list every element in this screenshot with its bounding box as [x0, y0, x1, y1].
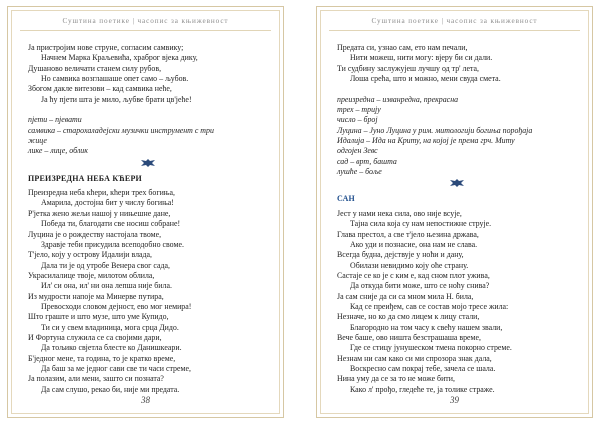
- head-rule: [329, 30, 580, 31]
- verse-line: Састаје се ко је с ким е, кад сном плот уживa,: [337, 270, 490, 280]
- glossary-note: жице: [28, 136, 47, 146]
- verse-line: Предата си, узнао сам, ето нам печали,: [337, 43, 468, 52]
- glossary-note: преизредна – изванредна, прекрасна: [337, 94, 459, 104]
- verse-line: Б'једног мене, та година, то је кратко време,: [28, 353, 176, 363]
- verse-line: Обилази невидимо коју оће страну.: [350, 260, 469, 270]
- glossary-note: трех – трију: [337, 105, 381, 115]
- glossary-note: Идалија – Ида на Криту, на којој је према грч. Миту: [337, 136, 515, 146]
- verse-line: Превосходи словом дејност, ево мог немира!: [41, 301, 192, 311]
- ornament-fleuron-icon: [28, 157, 267, 172]
- glossary-note: Луцина – Јуно Луцина у рим. митологији богиња порођаја: [337, 125, 533, 135]
- verse-line: Ја полазим, али мени, зашто си познатa?: [28, 374, 164, 384]
- left-page: [7, 6, 284, 418]
- right-page: [316, 6, 593, 418]
- verse-line: Где се стицу јунушеском тмена покорно стреме.: [350, 343, 512, 353]
- poem-title: САН: [337, 194, 355, 204]
- glossary-note: сад – врт, башта: [337, 156, 397, 166]
- verse-line: Нити можеш, нити могу: вјеру би си дали.: [350, 53, 493, 63]
- poem-stanza: [337, 43, 576, 84]
- running-head: Суштина поетике | часопис за књижевност: [371, 17, 538, 25]
- verse-line: Нина уму да се за то не може бити,: [337, 374, 455, 384]
- verse-line: Тајна сила која су нам непостижне струје.: [350, 219, 492, 229]
- verse-line: Ја сам сније да си са мном мила Н. била,: [337, 291, 474, 301]
- glossary-notes: [337, 95, 576, 178]
- verse-line: Дала ти је од утробе Венера свог сада,: [41, 260, 170, 270]
- page-number: 38: [141, 395, 150, 405]
- verse-line: Ја ћу пјети шта је мило, љубве брати цв'јеће!: [41, 94, 192, 104]
- verse-line: Р'јетка жено жељи нашој у нињешне дане,: [28, 208, 171, 218]
- verse-line: И Фортуна служила се са својими дари,: [28, 332, 162, 342]
- poem-body: [337, 209, 576, 395]
- verse-line: Но самвика возглашаше опет само – љубов.: [41, 74, 189, 84]
- verse-line: Вече баше, ово ништа безстрашаша време,: [337, 332, 482, 342]
- verse-line: Да откуда бити може, што се ноћу снива?: [350, 281, 490, 291]
- verse-line: Ти си у свем владиница, мога срца Дидо.: [41, 322, 179, 332]
- page-content: [337, 43, 576, 395]
- verse-line: Јест у нами нека сила, ово није всује,: [337, 208, 462, 218]
- verse-line: Да сам слушо, рекао би, није ми предата.: [41, 384, 180, 394]
- verse-line: Здравје теби присудила всеподобно своме.: [41, 239, 184, 249]
- poem-stanza: [28, 43, 267, 105]
- verse-line: Благородно на том часу к свећу нашем звали,: [350, 322, 503, 332]
- page-content: [28, 43, 267, 395]
- verse-line: Преизредна неба кћери, кћери трех богиња,: [28, 188, 175, 198]
- glossary-note: самвика – старохаладејски музички инструмент с три: [28, 125, 214, 135]
- verse-line: Незначе, но ко да смо лицем к лицу стали,: [337, 312, 480, 322]
- verse-line: Да тољико свјетла блесте ко Данишкеари.: [41, 343, 182, 353]
- running-head: Суштина поетике | часопис за књижевност: [62, 17, 229, 25]
- verse-line: Ја пристројим нове струне, согласим самвику;: [28, 43, 184, 52]
- verse-line: Глава престол, а све т'јело њезина држава,: [337, 229, 479, 239]
- glossary-note: лике – лице, облик: [28, 146, 88, 156]
- verse-line: Начнем Марка Краљевића, храброг вјека дику,: [41, 53, 198, 63]
- verse-line: Ил' си она, ил' ни она лепша није била.: [41, 281, 172, 291]
- verse-line: Да баш за ме једног сави све ти часи стреме,: [41, 363, 191, 373]
- verse-line: Т'јело, коју у острову Идалији влада,: [28, 250, 153, 260]
- glossary-notes: [28, 115, 267, 156]
- verse-line: Амарила, достојна бит у числу богиња!: [41, 198, 174, 208]
- glossary-note: лушће – боље: [337, 167, 382, 177]
- verse-line: Из мудрости напоје ма Минерве путира,: [28, 291, 164, 301]
- verse-line: Како л' прођо, гледеће те, ја толике страже.: [350, 384, 495, 394]
- glossary-note: одгојен Зевс: [337, 146, 378, 156]
- verse-line: Кад се преиђем, сав се состав мојо тресе жила:: [350, 301, 509, 311]
- poem-title: ПРЕИЗРЕДНА НЕБА КЋЕРИ: [28, 173, 142, 183]
- verse-line: Воскресно сам покрај тебе, зачела се шала.: [350, 363, 496, 373]
- verse-line: Што граште и што музе, што уме Купидо,: [28, 312, 169, 322]
- verse-line: Душаново величати станем силу рубов,: [28, 63, 162, 73]
- ornament-fleuron-icon: [337, 177, 576, 192]
- verse-line: Украсилалице твоје, милотом облила,: [28, 270, 155, 280]
- verse-line: Луцина је о рождеству настојала твоме,: [28, 229, 162, 239]
- verse-line: Лоша срећа, што и можно, мени свуда смета.: [350, 74, 501, 84]
- poem-body: [28, 188, 267, 395]
- verse-line: Незнам ни сам како си ми спрозора знак дала,: [337, 353, 492, 363]
- head-rule: [20, 30, 271, 31]
- verse-line: Ако уди и познасие, она нам не слава.: [350, 239, 478, 249]
- verse-line: Ти судбину заслужујеш лучшу од тр' лета,: [337, 63, 479, 73]
- page-number: 39: [450, 395, 459, 405]
- verse-line: Збогом дакле витезови – кад самвика неће,: [28, 84, 172, 94]
- glossary-note: числo – број: [337, 115, 378, 125]
- glossary-note: пјети – пјевати: [28, 115, 82, 125]
- verse-line: Всегда будна, дејствује у ноћи и дану,: [337, 250, 464, 260]
- verse-line: Победа ти, благодати све носиш собране!: [41, 219, 181, 229]
